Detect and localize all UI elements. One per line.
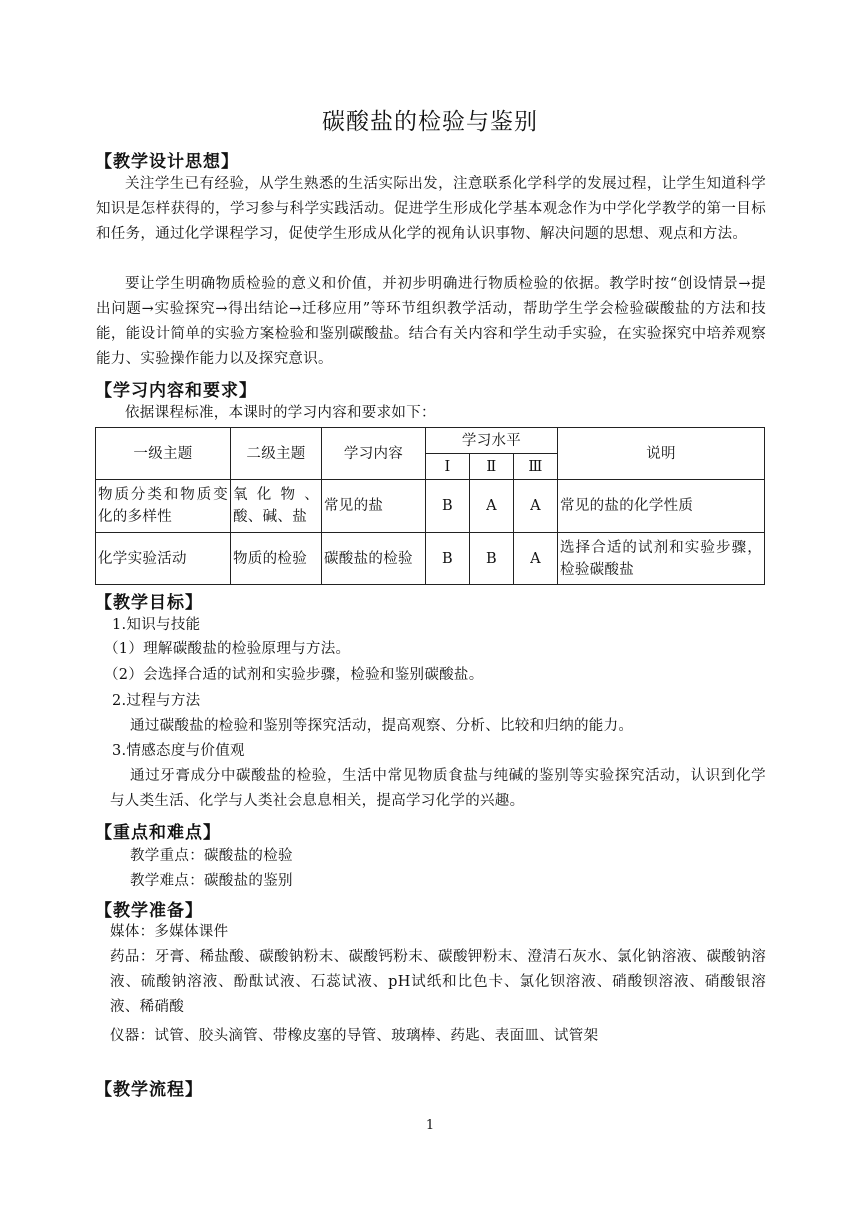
cell-level-1: B <box>426 480 470 533</box>
goal-knowledge-skills: 1.知识与技能 <box>112 617 201 633</box>
cell-level-1: B <box>426 533 470 585</box>
goal-process-methods: 2.过程与方法 <box>112 693 201 709</box>
page-title: 碳酸盐的检验与鉴别 <box>322 109 538 135</box>
cell-content: 常见的盐 <box>322 480 426 533</box>
table-intro: 依据课程标准，本课时的学习内容和要求如下： <box>125 405 436 421</box>
heading-preparation: 【教学准备】 <box>95 901 203 921</box>
heading-teaching-goals: 【教学目标】 <box>95 593 203 613</box>
table-row <box>96 480 765 533</box>
goal-attitude-text: 通过牙膏成分中碳酸盐的检验，生活中常见物质食盐与纯碱的鉴别等实验探究活动，认识到化学与人类生活、化学与人类社会息息相关，提高学习化学的兴趣。 <box>110 768 766 809</box>
heading-content-requirements: 【学习内容和要求】 <box>95 381 257 401</box>
cell-note: 选择合适的试剂和实验步骤，检验碳酸盐 <box>558 533 765 585</box>
goal-attitude-values: 3.情感态度与价值观 <box>112 743 245 759</box>
header-level-3: Ⅲ <box>514 454 558 480</box>
teaching-difficult-point: 教学难点：碳酸盐的鉴别 <box>130 873 293 889</box>
cell-topic1: 化学实验活动 <box>96 533 231 585</box>
header-content: 学习内容 <box>322 428 426 480</box>
cell-topic1: 物质分类和物质变化的多样性 <box>96 480 231 533</box>
paragraph-design-idea-2: 要让学生明确物质检验的意义和价值，并初步明确进行物质检验的依据。教学时按“创设情景→提出问题→实验探究→得出结论→迁移应用”等环节组织教学活动，帮助学生学会检验碳酸盐的方法和技能，能设计简单的实验方案检验和鉴别碳酸盐。结合有关内容和学生动手实验，在实验探究中培养观察能力、实验操作能力以及探究意识。 <box>96 276 766 367</box>
cell-level-3: A <box>514 533 558 585</box>
requirements-table <box>95 427 765 585</box>
cell-topic2: 物质的检验 <box>231 533 322 585</box>
teaching-key-point: 教学重点：碳酸盐的检验 <box>130 848 293 864</box>
header-topic1: 一级主题 <box>96 428 231 480</box>
page-number: 1 <box>425 1118 435 1133</box>
cell-level-2: B <box>470 533 514 585</box>
prep-instruments: 仪器：试管、胶头滴管、带橡皮塞的导管、玻璃棒、药匙、表面皿、试管架 <box>110 1028 599 1044</box>
prep-media: 媒体：多媒体课件 <box>110 924 229 940</box>
goal-knowledge-2: （2）会选择合适的试剂和实验步骤，检验和鉴别碳酸盐。 <box>104 667 484 683</box>
header-note: 说明 <box>558 428 765 480</box>
heading-teaching-process: 【教学流程】 <box>95 1080 203 1100</box>
goal-process-text: 通过碳酸盐的检验和鉴别等探究活动，提高观察、分析、比较和归纳的能力。 <box>130 718 634 734</box>
cell-note: 常见的盐的化学性质 <box>558 480 765 533</box>
goal-knowledge-1: （1）理解碳酸盐的检验原理与方法。 <box>104 641 351 657</box>
cell-topic2: 氧化物、酸、碱、盐 <box>231 480 322 533</box>
paragraph-design-idea-1: 关注学生已有经验，从学生熟悉的生活实际出发，注意联系化学科学的发展过程，让学生知道科学知识是怎样获得的，学习参与科学实践活动。促进学生形成化学基本观念作为中学化学教学的第一目标和任务，通过化学课程学习，促使学生形成从化学的视角认识事物、解决问题的思想、观点和方法。 <box>96 176 766 242</box>
cell-level-2: A <box>470 480 514 533</box>
cell-content: 碳酸盐的检验 <box>322 533 426 585</box>
header-level-1: Ⅰ <box>426 454 470 480</box>
table-row <box>96 533 765 585</box>
header-level: 学习水平 <box>426 428 558 454</box>
heading-design-idea: 【教学设计思想】 <box>95 152 239 172</box>
prep-drugs: 药品：牙膏、稀盐酸、碳酸钠粉末、碳酸钙粉末、碳酸钾粉末、澄清石灰水、氯化钠溶液、碳酸钠溶液、硫酸钠溶液、酚酞试液、石蕊试液、pH试纸和比色卡、氯化钡溶液、硝酸钡溶液、硝酸银溶液、稀硝酸 <box>110 949 766 1015</box>
header-topic2: 二级主题 <box>231 428 322 480</box>
header-level-2: Ⅱ <box>470 454 514 480</box>
heading-key-difficult: 【重点和难点】 <box>95 823 221 843</box>
cell-level-3: A <box>514 480 558 533</box>
